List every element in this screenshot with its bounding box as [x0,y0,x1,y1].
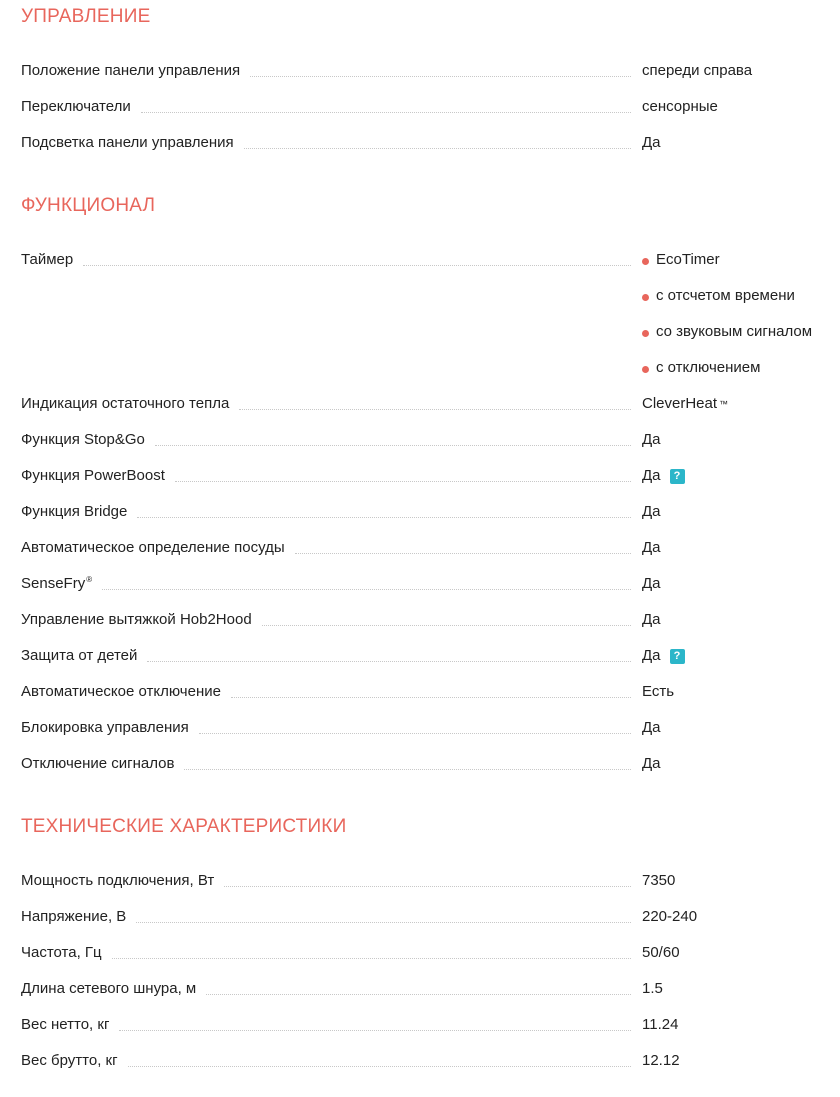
dotted-leader [199,733,631,734]
spec-label: Функция Stop&Go [21,431,145,448]
spec-row [21,868,840,904]
dotted-leader [262,625,631,626]
spec-label: Отключение сигналов [21,755,175,772]
bullet-dot-icon [642,258,649,265]
registered-mark: ® [86,575,93,584]
dotted-leader [250,76,631,77]
spec-label: Блокировка управления [21,719,189,736]
spec-value: Да [642,719,661,736]
spec-row [21,715,840,751]
spec-row [21,391,840,427]
section-functions [21,195,840,785]
spec-value: Да [642,755,661,772]
help-icon[interactable]: ? [670,649,685,664]
dotted-leader [83,265,631,266]
dotted-leader [137,517,631,518]
spec-value: Да [642,539,661,556]
spec-label: Положение панели управления [21,62,241,79]
spec-label: Мощность подключения, Вт [21,872,215,889]
help-icon[interactable]: ? [670,469,685,484]
dotted-leader [112,958,631,959]
spec-row [21,751,840,787]
spec-label: Таймер [21,251,74,268]
bullet-dot-icon [642,294,649,301]
spec-row [21,427,840,463]
spec-row [21,571,840,607]
dotted-leader [147,661,631,662]
spec-value: Да [642,575,661,592]
dotted-leader [244,148,631,149]
section-tech [21,816,840,1086]
spec-label: Напряжение, В [21,908,127,925]
dotted-leader [119,1030,631,1031]
dotted-leader [295,553,631,554]
spec-value: Да [642,431,661,448]
spec-row-timer [21,247,840,391]
bullet-dot-icon [642,366,649,373]
spec-row [21,94,840,130]
spec-label: Индикация остаточного тепла [21,395,230,412]
spec-row [21,679,840,715]
spec-label: SenseFry® [21,575,93,592]
spec-value: CleverHeat ™ [642,395,729,412]
spec-value: Да ? [642,647,685,665]
spec-value: Да [642,611,661,628]
spec-value: 1.5 [642,980,663,997]
spec-value: спереди справа [642,62,753,79]
timer-option: с отсчетом времени [642,287,795,305]
spec-value: сенсорные [642,98,718,115]
spec-value: Есть [642,683,675,700]
spec-label: Функция Bridge [21,503,128,520]
spec-value: Да ? [642,467,685,485]
spec-row [21,976,840,1012]
spec-label: Частота, Гц [21,944,102,961]
spec-label: Подсветка панели управления [21,134,234,151]
spec-row [21,463,840,499]
spec-label: Автоматическое отключение [21,683,221,700]
spec-value: Да [642,503,661,520]
spec-row [21,1012,840,1048]
spec-value: 220-240 [642,908,698,925]
spec-label: Защита от детей [21,647,138,664]
spec-label: Длина сетевого шнура, м [21,980,197,997]
spec-label: Переключатели [21,98,131,115]
dotted-leader [128,1066,631,1067]
section-control [21,6,840,166]
spec-row [21,940,840,976]
spec-label: Вес брутто, кг [21,1052,118,1069]
spec-row [21,607,840,643]
dotted-leader [206,994,631,995]
dotted-leader [175,481,631,482]
spec-value: 11.24 [642,1016,679,1033]
spec-row [21,130,840,166]
dotted-leader [231,697,631,698]
dotted-leader [141,112,631,113]
timer-option: EcoTimer [642,251,720,269]
spec-label: Автоматическое определение посуды [21,539,285,556]
dotted-leader [102,589,631,590]
spec-row [21,535,840,571]
timer-option: с отключением [642,359,760,377]
dotted-leader [224,886,631,887]
spec-row [21,58,840,94]
dotted-leader [184,769,631,770]
spec-row [21,499,840,535]
dotted-leader [239,409,631,410]
section-title-tech: ТЕХНИЧЕСКИЕ ХАРАКТЕРИСТИКИ [21,816,347,837]
spec-value: 12.12 [642,1052,680,1069]
spec-row [21,904,840,940]
spec-row [21,1048,840,1084]
section-title-control: УПРАВЛЕНИЕ [21,6,151,27]
spec-value: 7350 [642,872,676,889]
spec-value: Да [642,134,661,151]
spec-label: Вес нетто, кг [21,1016,110,1033]
spec-row [21,643,840,679]
spec-label: Функция PowerBoost [21,467,165,484]
spec-value: 50/60 [642,944,680,961]
spec-label: Управление вытяжкой Hob2Hood [21,611,252,628]
bullet-dot-icon [642,330,649,337]
timer-option: со звуковым сигналом [642,323,812,341]
dotted-leader [155,445,631,446]
dotted-leader [136,922,631,923]
section-title-functions: ФУНКЦИОНАЛ [21,195,156,216]
